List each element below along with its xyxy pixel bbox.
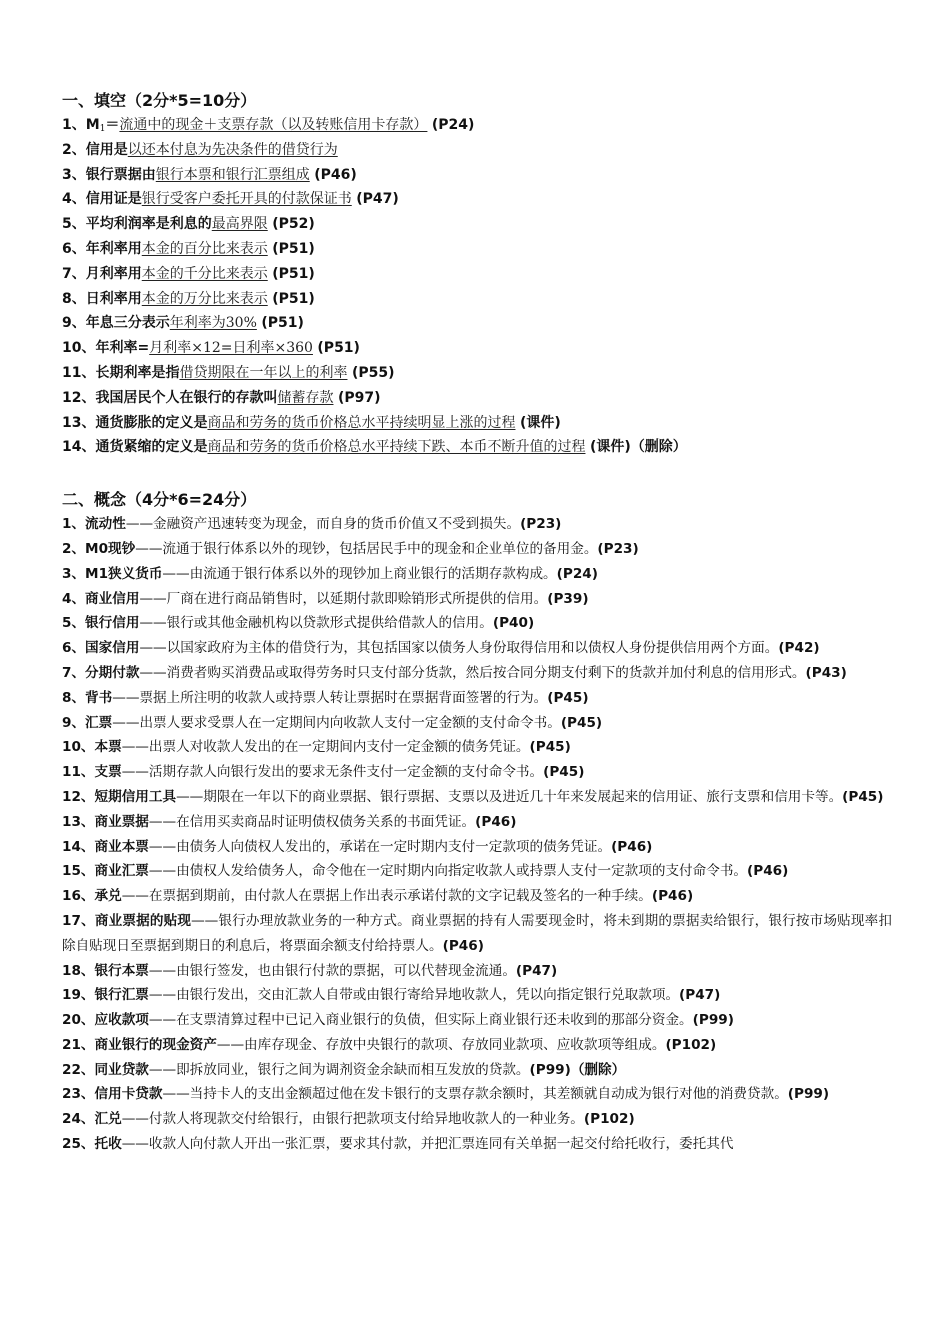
concept-page-ref: (P45): [842, 788, 884, 805]
concept-definition: ——付款人将现款交付给银行，由银行把款项支付给异地收款人的一种业务。: [121, 1111, 584, 1128]
fill-blank-list: [62, 113, 892, 460]
fill-item: [62, 212, 892, 237]
concept-item: [62, 760, 892, 785]
concept-definition: ——收款人向付款人开出一张汇票，要求其付款，并把汇票连同有关单据一起交付给托收行，委托其代: [121, 1136, 734, 1153]
concept-term: 13、商业票据: [62, 813, 149, 830]
concept-term: 7、分期付款: [62, 664, 140, 681]
concept-definition: ——以国家政府为主体的借贷行为，其包括国家以债务人身份取得信用和以债权人身份提供信用两个方面。: [139, 640, 779, 657]
fill-item-page-ref: (P24): [431, 117, 475, 133]
concept-page-ref: (P45): [547, 689, 589, 706]
fill-item-answer: 本金的千分比来表示: [141, 265, 268, 282]
fill-item-label: 11、长期利率是指: [62, 364, 180, 381]
concept-list: [62, 512, 892, 1157]
fill-item-answer: 流通中的现金＋支票存款（以及转账信用卡存款）: [119, 117, 428, 133]
fill-item-page-ref: (P51): [261, 315, 304, 332]
concept-item: [62, 1082, 892, 1107]
fill-item-answer: 银行受客户委托开具的付款保证书: [141, 191, 352, 208]
concept-definition: ——出票人对收款人发出的在一定期间内支付一定金额的债务凭证。: [121, 739, 530, 756]
concept-definition: ——出票人要求受票人在一定期间内向收款人支付一定金额的支付命令书。: [112, 714, 561, 731]
fill-item: [62, 311, 892, 336]
fill-item: [62, 138, 892, 163]
concept-item: [62, 1033, 892, 1058]
concept-item: [62, 983, 892, 1008]
concept-definition: ——在信用买卖商品时证明债权债务关系的书面凭证。: [148, 813, 476, 830]
concept-item: [62, 909, 892, 959]
fill-item-page-ref: (P55): [351, 364, 395, 381]
concept-item: [62, 785, 892, 810]
fill-item-note: （删除）: [630, 439, 687, 456]
concept-item: [62, 884, 892, 909]
fill-item: [62, 113, 892, 138]
fill-item-page-ref: (P51): [272, 240, 315, 257]
concept-term: 17、商业票据的贴现: [62, 912, 192, 929]
concept-definition: ——由库存现金、存放中央银行的款项、存放同业款项、应收款项等组成。: [216, 1036, 666, 1053]
concept-term: 6、国家信用: [62, 640, 140, 657]
concept-page-ref: (P99): [529, 1061, 571, 1078]
concept-definition: ——由流通于银行体系以外的现钞加上商业银行的活期存款构成。: [162, 565, 557, 582]
fill-item-answer: 借贷期限在一年以上的利率: [179, 364, 348, 381]
fill-item-label: 10、年利率=: [62, 340, 150, 357]
concept-term: 16、承兑: [62, 888, 122, 905]
concept-definition: ——银行办理放款业务的一种方式。商业票据的持有人需要现金时，将未到期的票据卖给银行，银行按市场贴现率扣除自贴现日至票据到期日的利息后，将票面余额支付给持票人。: [62, 912, 892, 954]
concept-term: 4、商业信用: [62, 590, 140, 607]
concept-item: [62, 959, 892, 984]
concept-term: 2、M0现钞: [62, 540, 136, 557]
concept-page-ref: (P46): [442, 937, 484, 954]
fill-item-page-ref: (P51): [317, 340, 360, 357]
concept-page-ref: (P43): [805, 664, 847, 681]
concept-definition: ——活期存款人向银行发出的要求无条件支付一定金额的支付命令书。: [121, 764, 544, 781]
concept-item: [62, 636, 892, 661]
concept-page-ref: (P99): [787, 1086, 830, 1103]
concept-term: 5、银行信用: [62, 615, 140, 632]
concept-item: [62, 711, 892, 736]
concept-page-ref: (P102): [583, 1111, 635, 1128]
fill-item: [62, 163, 892, 188]
concept-item: [62, 686, 892, 711]
concept-term: 25、托收: [62, 1136, 122, 1153]
concept-term: 24、汇兑: [62, 1111, 122, 1128]
fill-item-label: 1、M: [62, 117, 100, 133]
fill-item-label: 5、平均利润率是利息的: [62, 216, 212, 233]
fill-item-answer: 本金的百分比来表示: [141, 240, 268, 257]
concept-term: 8、背书: [62, 689, 113, 706]
concept-page-ref: (P46): [475, 813, 517, 830]
concept-definition: ——金融资产迅速转变为现金，而自身的货币价值又不受到损失。: [125, 516, 521, 533]
concept-page-ref: (P42): [778, 640, 820, 657]
concept-item: [62, 611, 892, 636]
fill-item: [62, 386, 892, 411]
concept-definition: ——期限在一年以下的商业票据、银行票据、支票以及进近几十年来发展起来的信用证、旅行支票和信用卡等。: [176, 788, 843, 805]
concept-item: [62, 587, 892, 612]
fill-item-answer: 商品和劳务的货币价格总水平持续下跌、本币不断升值的过程: [207, 439, 586, 456]
concept-definition: ——当持卡人的支出金额超过他在发卡银行的支票存款余额时，其差额就自动成为银行对他的消费贷款。: [162, 1086, 788, 1103]
fill-item-label: 6、年利率用: [62, 240, 142, 257]
concept-page-ref: (P46): [651, 888, 694, 905]
concept-term: 19、银行汇票: [62, 987, 149, 1004]
concept-item: [62, 1107, 892, 1132]
concept-page-ref: (P46): [747, 863, 789, 880]
concept-item: [62, 1132, 892, 1157]
concept-definition: ——由银行签发，也由银行付款的票据，可以代替现金流通。: [148, 962, 516, 979]
concept-definition: ——即拆放同业，银行之间为调剂资金余缺而相互发放的贷款。: [148, 1061, 530, 1078]
concept-term: 23、信用卡贷款: [62, 1086, 163, 1103]
concept-page-ref: (P23): [597, 540, 639, 557]
concept-definition: ——厂商在进行商品销售时，以延期付款即赊销形式所提供的信用。: [139, 590, 548, 607]
concept-definition: ——票据上所注明的收款人或持票人转让票据时在票据背面签署的行为。: [112, 689, 548, 706]
concept-page-ref: (P45): [560, 714, 603, 731]
concept-term: 21、商业银行的现金资产: [62, 1036, 217, 1053]
concept-page-ref: (P24): [556, 565, 598, 582]
fill-item-subscript: 1: [99, 124, 106, 134]
fill-item: [62, 336, 892, 361]
fill-item: [62, 411, 892, 436]
fill-item-label: 4、信用证是: [62, 191, 142, 208]
concept-term: 9、汇票: [62, 714, 113, 731]
concept-item: [62, 1058, 892, 1083]
fill-item-answer: 年利率为30%: [169, 315, 257, 332]
fill-item-label: 13、通货膨胀的定义是: [62, 414, 208, 431]
fill-item: [62, 435, 892, 460]
concept-page-ref: (P40): [492, 615, 535, 632]
concept-page-ref: (P45): [543, 764, 585, 781]
concept-term: 11、支票: [62, 764, 122, 781]
fill-item-answer: 商品和劳务的货币价格总水平持续明显上涨的过程: [207, 414, 516, 431]
fill-item-page-ref: (P47): [356, 191, 399, 208]
concept-definition: ——流通于银行体系以外的现钞，包括居民手中的现金和企业单位的备用金。: [135, 540, 598, 557]
fill-item-answer: 月利率×12=日利率×360: [149, 340, 313, 357]
concept-item: [62, 537, 892, 562]
fill-item-page-ref: (课件): [519, 414, 561, 431]
concept-page-ref: (P47): [515, 962, 558, 979]
concept-item: [62, 859, 892, 884]
concept-definition: ——由债权人发给债务人，命令他在一定时期内向指定收款人或持票人支付一定款项的支付命令书。: [148, 863, 748, 880]
fill-item-page-ref: (课件): [589, 439, 631, 456]
concept-page-ref: (P23): [520, 516, 562, 533]
concept-definition: ——在票据到期前，由付款人在票据上作出表示承诺付款的文字记载及签名的一种手续。: [121, 888, 652, 905]
concept-term: 15、商业汇票: [62, 863, 149, 880]
fill-item-label: 3、银行票据由: [62, 166, 156, 183]
concept-term: 20、应收款项: [62, 1012, 149, 1029]
concept-definition: ——由银行发出，交由汇款人自带或由银行寄给异地收款人，凭以向指定银行兑取款项。: [148, 987, 680, 1004]
concept-definition: ——银行或其他金融机构以贷款形式提供给借款人的信用。: [139, 615, 493, 632]
concept-item: [62, 1008, 892, 1033]
fill-item: [62, 237, 892, 262]
concept-item: [62, 512, 892, 537]
concept-item: [62, 835, 892, 860]
fill-item: [62, 262, 892, 287]
fill-item-label: 9、年息三分表示: [62, 315, 170, 332]
document-page: [62, 88, 892, 1157]
fill-item-page-ref: (P97): [337, 389, 381, 406]
fill-item-answer: 最高界限: [211, 216, 268, 233]
fill-item-label: 2、信用是: [62, 141, 128, 158]
fill-item: [62, 287, 892, 312]
fill-item-label: 7、月利率用: [62, 265, 142, 282]
concept-page-ref: (P45): [529, 739, 571, 756]
fill-item: [62, 361, 892, 386]
concept-page-ref: (P39): [547, 590, 589, 607]
fill-item-label: 14、通货紧缩的定义是: [62, 439, 208, 456]
concept-definition: ——在支票清算过程中已记入商业银行的负债，但实际上商业银行还未收到的那部分资金。: [148, 1012, 693, 1029]
fill-item-page-ref: (P46): [314, 166, 357, 183]
concept-page-ref: (P102): [665, 1036, 717, 1053]
section-fill-heading: 一、填空（2分*5=10分）: [62, 91, 257, 110]
fill-item-equals: ＝: [105, 117, 120, 133]
concept-term: 14、商业本票: [62, 838, 149, 855]
concept-term: 12、短期信用工具: [62, 788, 177, 805]
concept-definition: ——由债务人向债权人发出的，承诺在一定时期内支付一定款项的债务凭证。: [148, 838, 612, 855]
concept-definition: ——消费者购买消费品或取得劳务时只支付部分货款，然后按合同分期支付剩下的货款并加付利息的信用形式。: [139, 664, 806, 681]
concept-item: [62, 661, 892, 686]
concept-item: [62, 562, 892, 587]
section-concept-heading: 二、概念（4分*6=24分）: [62, 490, 257, 510]
concept-page-ref: (P47): [679, 987, 721, 1004]
fill-item: [62, 187, 892, 212]
fill-item-page-ref: (P51): [272, 265, 315, 282]
fill-item-answer: 以还本付息为先决条件的借贷行为: [127, 141, 338, 158]
fill-item-answer: 储蓄存款: [277, 389, 334, 406]
concept-item: [62, 735, 892, 760]
fill-item-label: 12、我国居民个人在银行的存款叫: [62, 389, 278, 406]
concept-term: 1、流动性: [62, 516, 126, 533]
concept-term: 18、银行本票: [62, 962, 149, 979]
concept-term: 10、本票: [62, 739, 122, 756]
concept-term: 3、M1狭义货币: [62, 565, 163, 582]
fill-item-page-ref: (P51): [272, 290, 315, 307]
fill-item-page-ref: (P52): [272, 216, 315, 233]
concept-page-ref: (P46): [611, 838, 653, 855]
fill-item-label: 8、日利率用: [62, 290, 142, 307]
fill-item-answer: 银行本票和银行汇票组成: [155, 166, 310, 183]
concept-item: [62, 810, 892, 835]
concept-page-ref: (P99): [692, 1012, 734, 1029]
fill-item-answer: 本金的万分比来表示: [141, 290, 268, 307]
concept-term: 22、同业贷款: [62, 1061, 149, 1078]
concept-note: （删除）: [570, 1061, 626, 1078]
